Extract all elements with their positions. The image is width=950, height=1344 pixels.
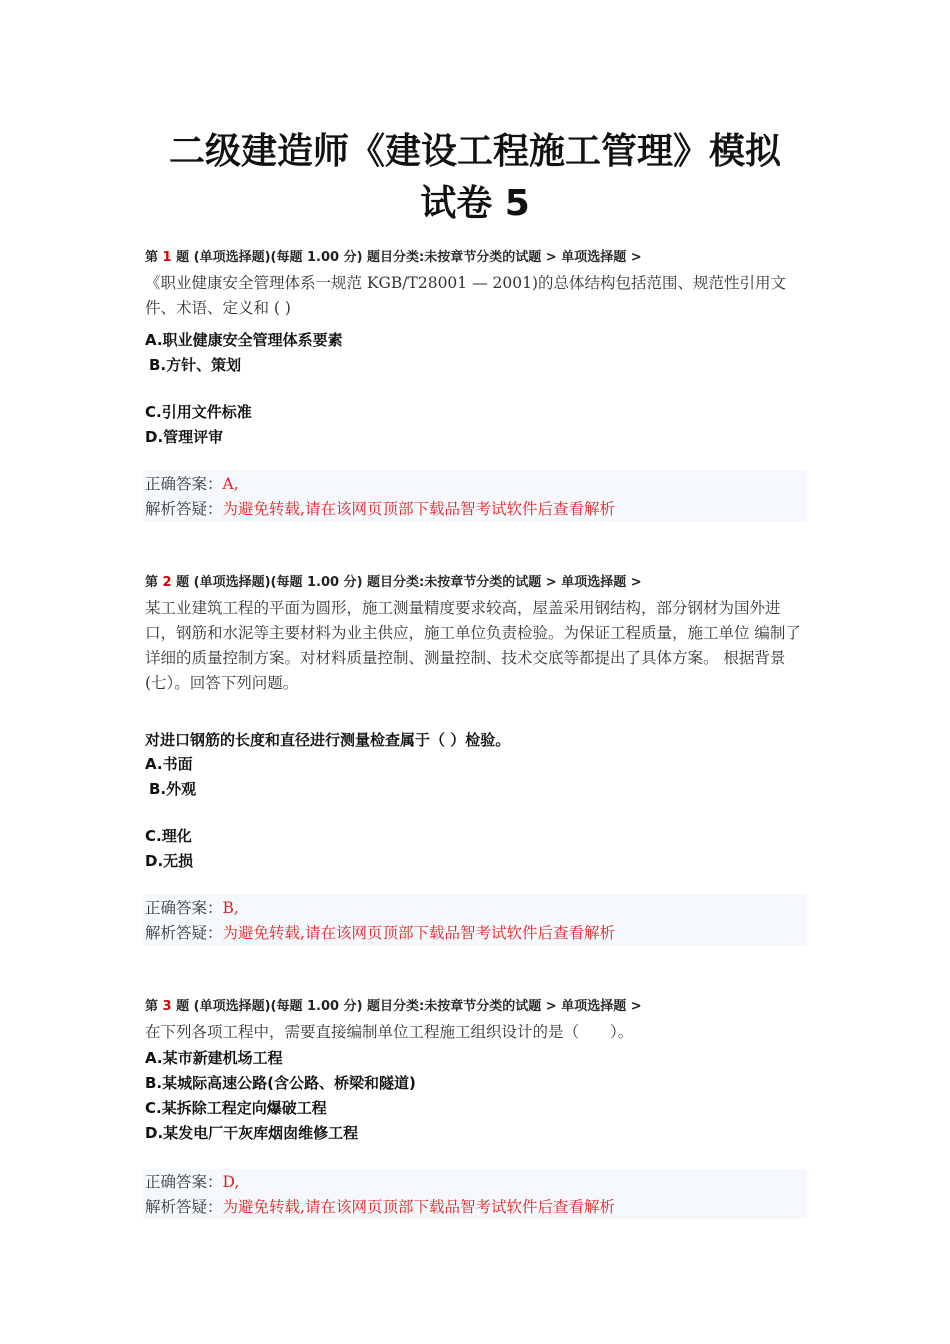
question-2-option-b[interactable]: B.外观 bbox=[149, 780, 197, 798]
question-2-header: 第 2 题 (单项选择题)(每题 1.00 分) 题目分类:未按章节分类的试题 > 单项选择题 > bbox=[145, 575, 642, 590]
question-3-text: 在下列各项工程中，需要直接编制单位工程施工组织设计的是（ ）。 bbox=[145, 1023, 634, 1041]
question-3-analysis-text: 为避免转载,请在该网页顶部下载品智考试软件后查看解析 bbox=[222, 1198, 615, 1216]
question-1-option-a[interactable]: A.职业健康安全管理体系要素 bbox=[145, 331, 343, 349]
question-2-analysis: 解析答疑：为避免转载,请在该网页顶部下载品智考试软件后查看解析 bbox=[145, 924, 615, 942]
question-1-option-b[interactable]: B.方针、策划 bbox=[149, 356, 242, 374]
question-1-analysis-text: 为避免转载,请在该网页顶部下载品智考试软件后查看解析 bbox=[222, 500, 615, 518]
question-3-option-c[interactable]: C.某拆除工程定向爆破工程 bbox=[145, 1099, 327, 1117]
question-3-number: 3 bbox=[162, 999, 172, 1014]
question-2-option-d[interactable]: D.无损 bbox=[145, 852, 194, 870]
question-2-stem: 对进口钢筋的长度和直径进行测量检查属于（ ）检验。 bbox=[145, 731, 511, 749]
question-1-answer-value: A, bbox=[222, 475, 239, 493]
question-1-option-c[interactable]: C.引用文件标准 bbox=[145, 403, 252, 421]
question-2-option-c[interactable]: C.理化 bbox=[145, 827, 192, 845]
question-3-analysis: 解析答疑：为避免转载,请在该网页顶部下载品智考试软件后查看解析 bbox=[145, 1198, 615, 1216]
question-2-answer-value: B, bbox=[222, 899, 239, 917]
question-2-option-a[interactable]: A.书面 bbox=[145, 755, 193, 773]
question-3-option-a[interactable]: A.某市新建机场工程 bbox=[145, 1049, 283, 1067]
page-title-line-2: 试卷 5 bbox=[420, 183, 530, 224]
question-3-option-b[interactable]: B.某城际高速公路(含公路、桥梁和隧道) bbox=[145, 1074, 416, 1092]
question-3-header: 第 3 题 (单项选择题)(每题 1.00 分) 题目分类:未按章节分类的试题 > 单项选择题 > bbox=[145, 999, 642, 1014]
question-2-answer: 正确答案：B, bbox=[145, 899, 239, 917]
question-2-number: 2 bbox=[162, 575, 172, 590]
question-1-answer: 正确答案：A, bbox=[145, 475, 239, 493]
question-1-analysis: 解析答疑：为避免转载,请在该网页顶部下载品智考试软件后查看解析 bbox=[145, 500, 615, 518]
question-1-number: 1 bbox=[162, 250, 172, 265]
question-3-answer-value: D, bbox=[222, 1173, 240, 1191]
page-title-line-1: 二级建造师《建设工程施工管理》模拟 bbox=[168, 131, 781, 172]
question-3-option-d[interactable]: D.某发电厂干灰库烟囱维修工程 bbox=[145, 1124, 359, 1142]
question-1-option-d[interactable]: D.管理评审 bbox=[145, 428, 224, 446]
question-2-text: 某工业建筑工程的平面为圆形，施工测量精度要求较高，屋盖采用钢结构，部分钢材为国外进口，钢筋和水泥等主要材料为业主供应，施工单位负责检验。为保证工程质量，施工单位 编制了详细的质量控制方案。对材料质量控制、测量控制、技术交底等都提出了具体方案。 根据背景(七）。回答下列问题。 bbox=[145, 599, 801, 692]
question-1-header: 第 1 题 (单项选择题)(每题 1.00 分) 题目分类:未按章节分类的试题 > 单项选择题 > bbox=[145, 250, 642, 265]
question-1-text: 《职业健康安全管理体系一规范 KGB/T28001 — 2001)的总体结构包括范围、规范性引用文件、术语、定义和 ( ) bbox=[145, 274, 786, 317]
question-3-answer: 正确答案：D, bbox=[145, 1173, 240, 1191]
question-2-analysis-text: 为避免转载,请在该网页顶部下载品智考试软件后查看解析 bbox=[222, 924, 615, 942]
